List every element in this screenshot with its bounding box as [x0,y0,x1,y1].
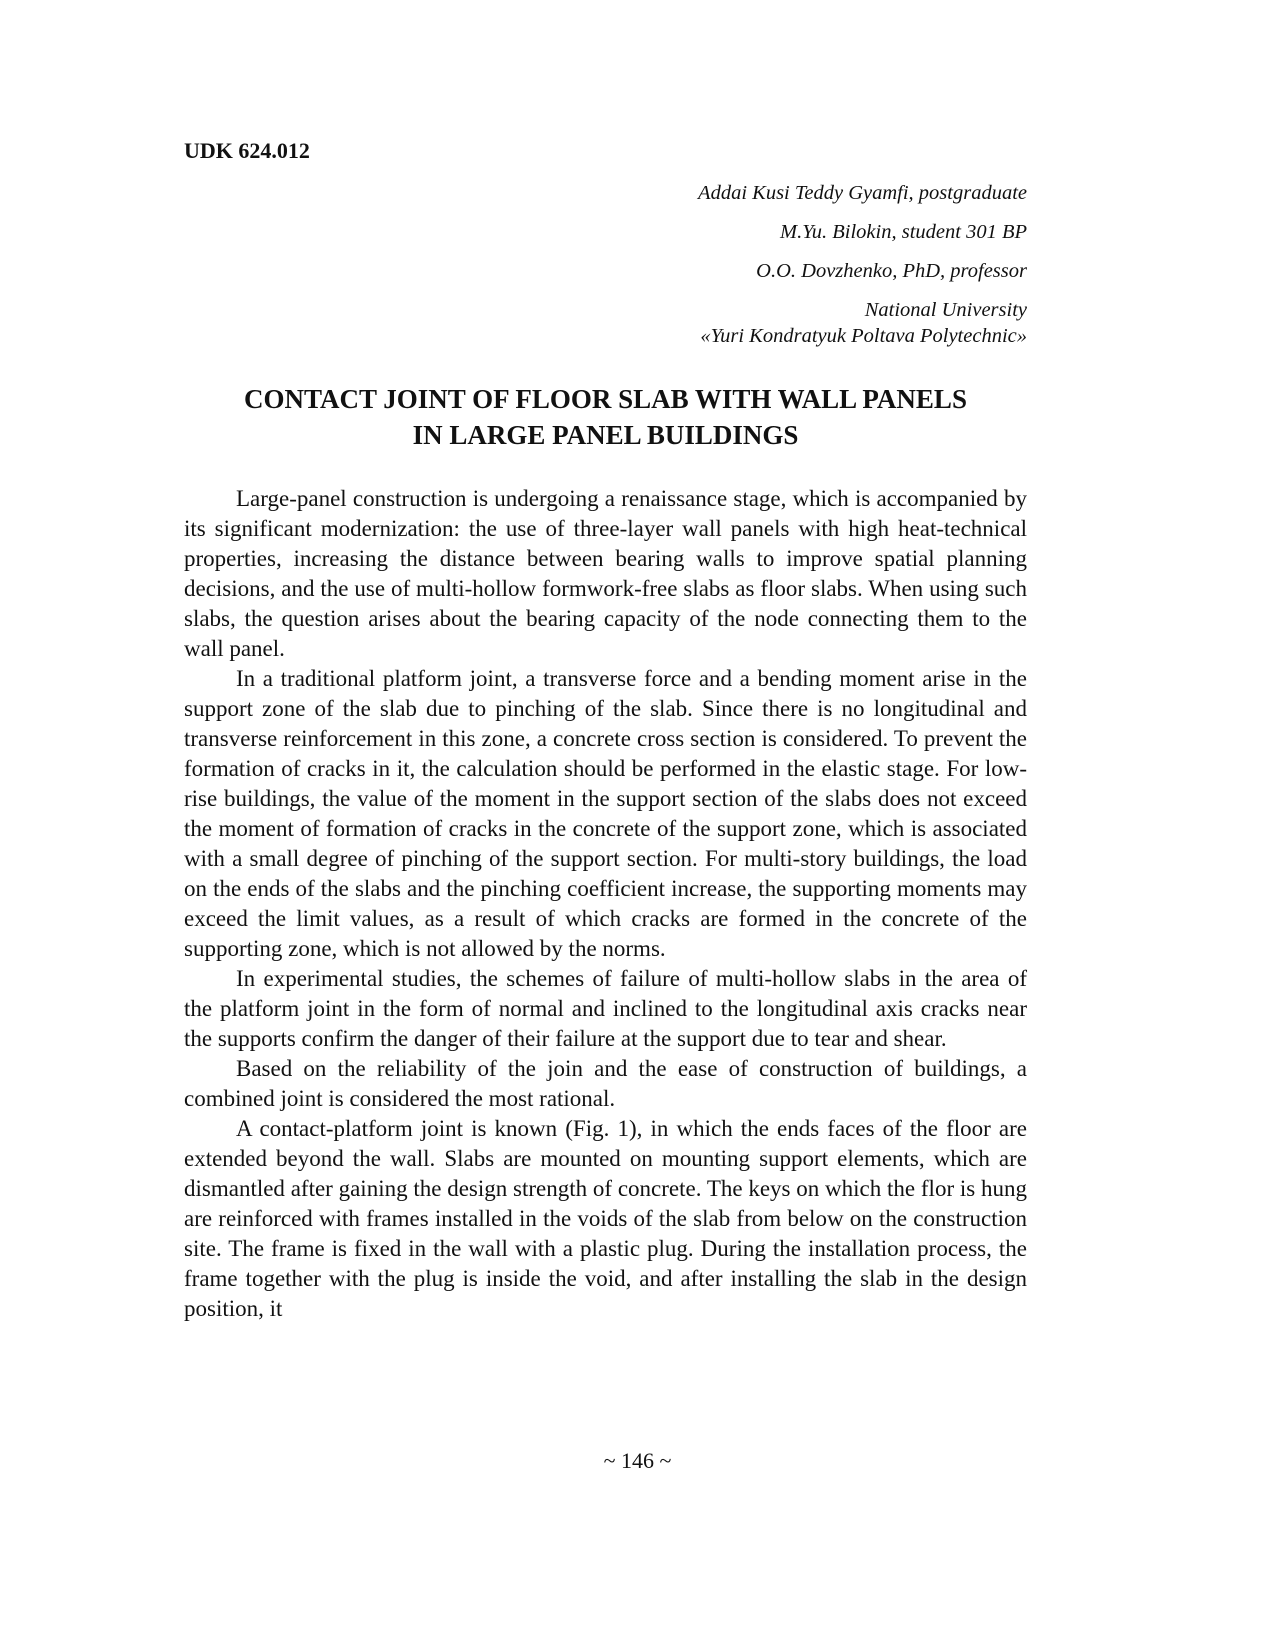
article-title [184,381,1027,453]
author-block [327,180,1027,349]
author-line: Addai Kusi Teddy Gyamfi, postgraduate [698,182,1027,204]
affiliation-line: «Yuri Kondratyuk Poltava Polytechnic» [700,325,1027,347]
body-paragraph: In experimental studies, the schemes of failure of multi-hollow slabs in the area of the platform joint in the form of normal and inclined to the longitudinal axis cracks near the supports confirm the danger of their failure at the support due to tear and shear. [184,966,1027,1051]
udk-code: UDK 624.012 [184,138,310,163]
author-line: O.O. Dovzhenko, PhD, professor [756,260,1027,282]
title-line: IN LARGE PANEL BUILDINGS [412,420,799,450]
body-paragraph: Large-panel construction is undergoing a renaissance stage, which is accompanied by its significant modernization: the use of three-layer wall panels with high heat-technical properties, increasing the distance between bearing walls to improve spatial planning decisions, and the use of multi-hollow formwork-free slabs as floor slabs. When using such slabs, the question arises about the bearing capacity of the node connecting them to the wall panel. [184,486,1027,661]
article-body [184,484,1027,1324]
affiliation-line: National University [864,299,1027,321]
author-line: M.Yu. Bilokin, student 301 BP [780,221,1027,243]
body-paragraph: Based on the reliability of the join and the ease of construction of buildings, a combined joint is considered the most rational. [184,1056,1027,1111]
page-number: ~ 146 ~ [603,1448,672,1473]
body-paragraph: A contact-platform joint is known (Fig. 1), in which the ends faces of the floor are extended beyond the wall. Slabs are mounted on mounting support elements, which are dismantled after gaining the design strength of concrete. The keys on which the flor is hung are reinforced with frames installed in the voids of the slab from below on the construction site. The frame is fixed in the wall with a plastic plug. During the installation process, the frame together with the plug is inside the void, and after installing the slab in the design position, it [184,1116,1027,1321]
body-paragraph: In a traditional platform joint, a transverse force and a bending moment arise in the support zone of the slab due to pinching of the slab. Since there is no longitudinal and transverse reinforcement in this zone, a concrete cross section is considered. To prevent the formation of cracks in it, the calculation should be performed in the elastic stage. For low-rise buildings, the value of the moment in the support section of the slabs does not exceed the moment of formation of cracks in the concrete of the support zone, which is associated with a small degree of pinching of the support section. For multi-story buildings, the load on the ends of the slabs and the pinching coefficient increase, the supporting moments may exceed the limit values, as a result of which cracks are formed in the concrete of the supporting zone, which is not allowed by the norms. [184,666,1027,961]
title-line: CONTACT JOINT OF FLOOR SLAB WITH WALL PANELS [244,384,967,414]
